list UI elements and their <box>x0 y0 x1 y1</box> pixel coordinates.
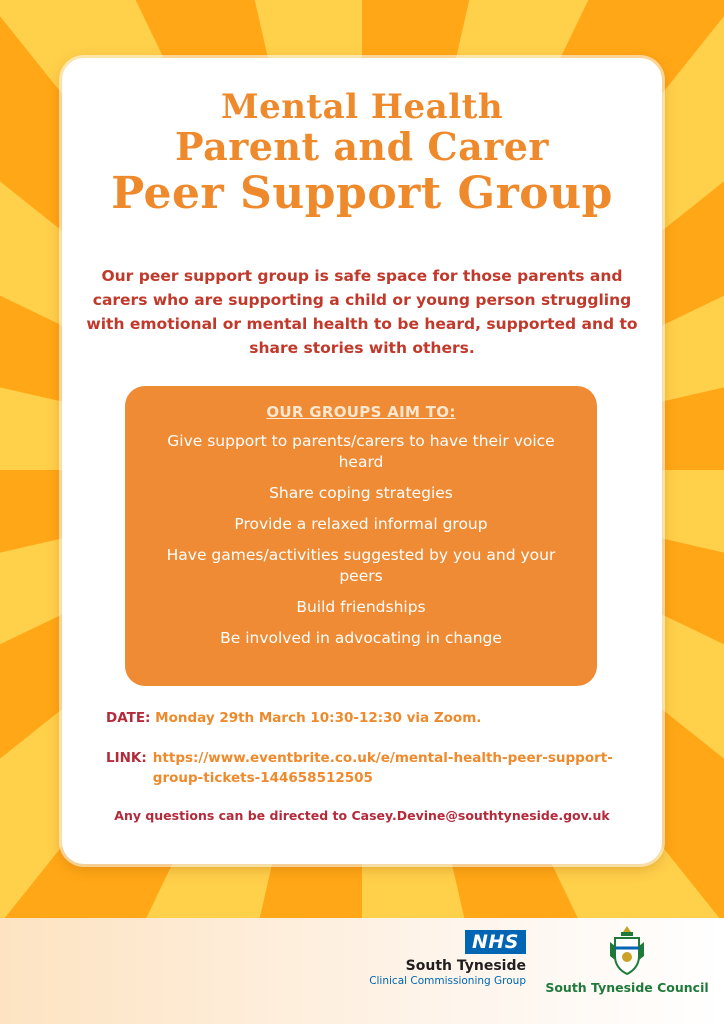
aims-heading: OUR GROUPS AIM TO: <box>266 403 456 421</box>
footer-logos <box>0 918 724 1024</box>
aims-item: Provide a relaxed informal group <box>234 515 488 533</box>
title-line-2: Parent and Carer <box>175 124 549 170</box>
title-line-3: Peer Support Group <box>111 167 613 219</box>
nhs-ccg-logo <box>336 930 526 987</box>
council-crest-icon <box>607 924 647 978</box>
questions-note: Any questions can be directed to Casey.Devine@southtyneside.gov.uk <box>114 808 610 823</box>
poster-card <box>62 58 662 864</box>
nhs-org-name: South Tyneside <box>405 958 526 974</box>
date-value: Monday 29th March 10:30-12:30 via Zoom. <box>155 710 482 726</box>
aims-list <box>125 431 597 649</box>
aims-box <box>125 386 597 686</box>
intro-paragraph: Our peer support group is safe space for those parents and carers who are supporting a child or young person struggling with emotional or mental health to be heard, supported and to share stories with others. <box>86 267 638 357</box>
link-label: LINK: <box>106 750 147 766</box>
date-label: DATE: <box>106 710 151 726</box>
aims-item: Share coping strategies <box>269 484 453 502</box>
council-name: South Tyneside Council <box>545 980 709 995</box>
aims-item: Build friendships <box>296 598 426 616</box>
aims-item: Give support to parents/carers to have their voice heard <box>167 432 555 471</box>
title-line-1: Mental Health <box>220 87 504 127</box>
nhs-org-subtitle: Clinical Commissioning Group <box>369 975 526 987</box>
event-link[interactable]: https://www.eventbrite.co.uk/e/mental-health-peer-support-group-tickets-144658512505 <box>152 750 613 786</box>
date-row <box>106 710 646 726</box>
link-row <box>106 748 646 788</box>
poster-title <box>62 88 662 218</box>
aims-item: Have games/activities suggested by you and your peers <box>166 546 556 585</box>
aims-item: Be involved in advocating in change <box>220 629 502 647</box>
council-logo <box>534 924 720 995</box>
nhs-logo-icon: NHS <box>465 930 526 954</box>
